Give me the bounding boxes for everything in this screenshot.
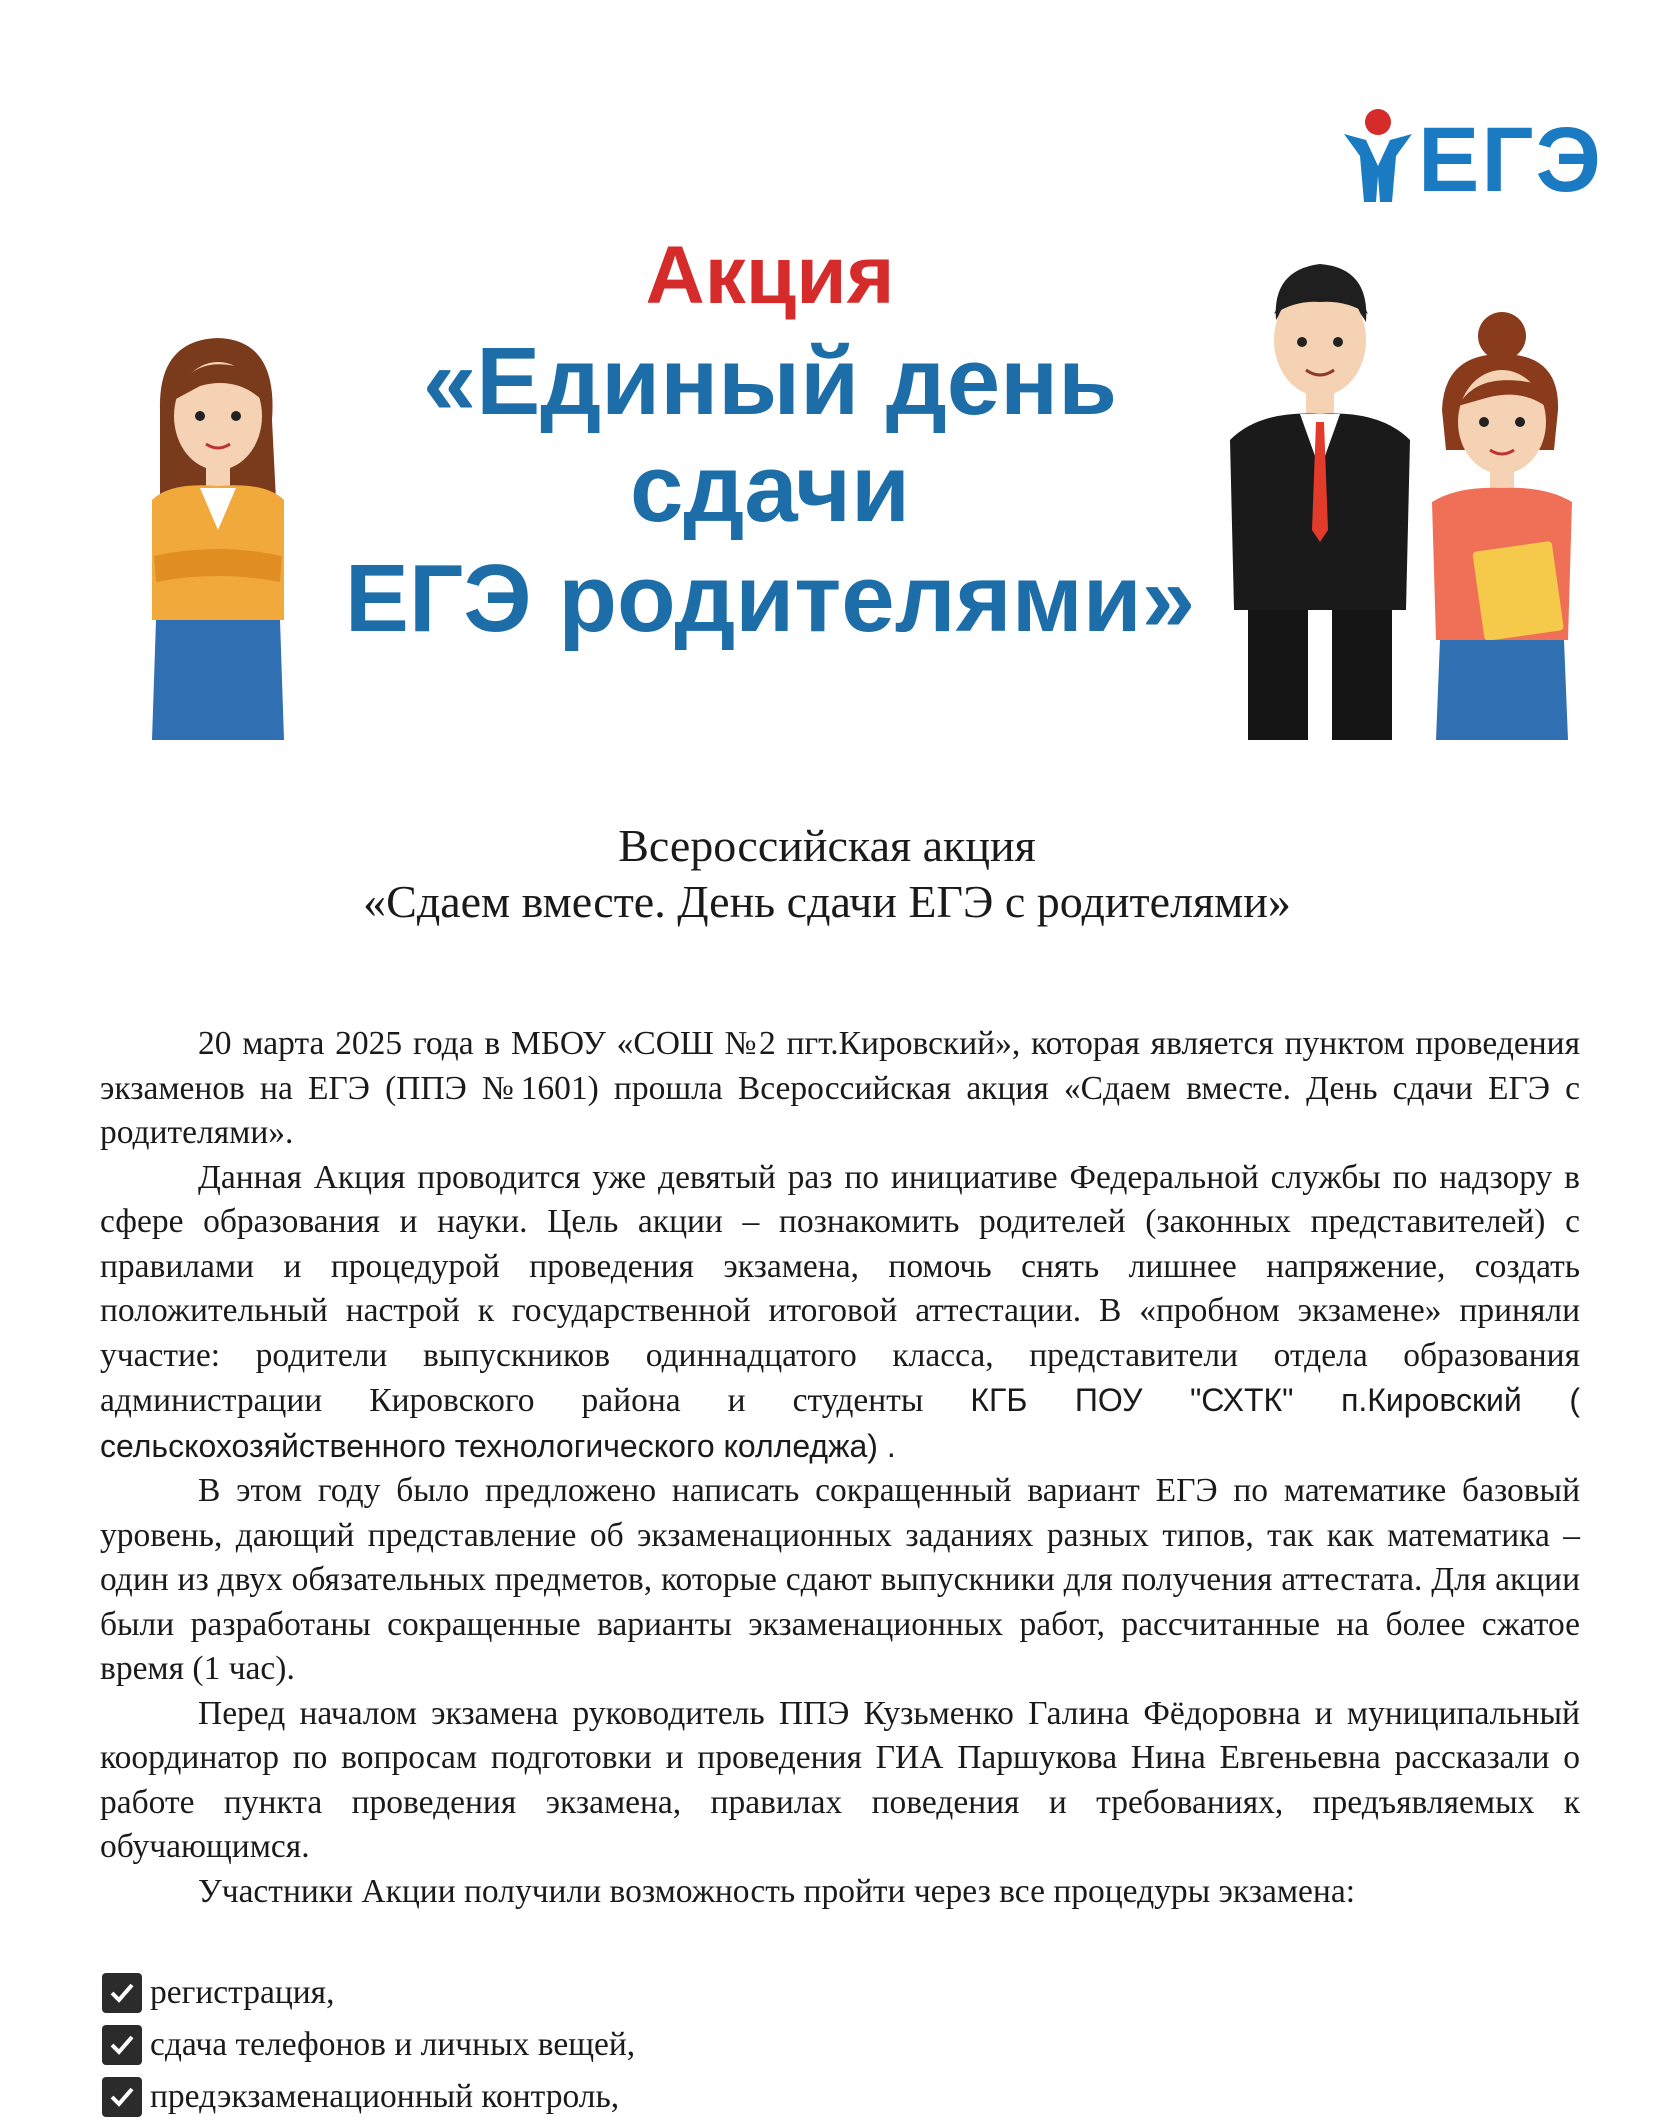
- banner-title-line1: Акция: [645, 230, 895, 321]
- paragraph-2: [100, 1156, 1580, 1470]
- ege-logo: [1338, 106, 1603, 216]
- girl-illustration-right: [1418, 310, 1578, 740]
- procedure-checklist: [102, 1967, 1502, 2123]
- ege-logo-text: ЕГЭ: [1418, 109, 1603, 211]
- paragraph-3: В этом году было предложено написать сокращенный вариант ЕГЭ по математике базовый уровень, дающий представление об экзаменационных заданиях разных типов, так как математика – один из двух обязательных предметов, которые сдают выпускники для получения аттестата. Для акции были разработаны сокращенные варианты экзаменационных работ, рассчитанные на более сжатое время (1 час).: [100, 1472, 1580, 1687]
- college-name: КГБ ПОУ "СХТК" п.Кировский ( сельскохозяйственного технологического колледжа) .: [100, 1382, 1580, 1464]
- girl-illustration-left: [140, 320, 290, 740]
- list-item-text: предэкзаменационный контроль,: [150, 2078, 620, 2115]
- list-item: [102, 2019, 1502, 2071]
- paragraph-5: Участники Акции получили возможность пройти через все процедуры экзамена:: [198, 1872, 1356, 1910]
- paragraph-1: 20 марта 2025 года в МБОУ «СОШ №2 пгт.Кировский», которая является пунктом проведения экзаменов на ЕГЭ (ППЭ №1601) прошла Всероссийская акция «Сдаем вместе. День сдачи ЕГЭ с родителями».: [100, 1025, 1580, 1151]
- list-item-text: регистрация,: [150, 1974, 335, 2011]
- list-item: [102, 2071, 1502, 2123]
- banner: [140, 100, 1603, 740]
- list-item: [102, 1967, 1502, 2019]
- banner-title-line2: «Единый день сдачи: [422, 327, 1118, 543]
- checkbox-checked-icon: [102, 2025, 142, 2065]
- page-heading: [0, 818, 1654, 930]
- list-item-text: сдача телефонов и личных вещей,: [150, 2026, 636, 2063]
- ege-person-icon: [1338, 106, 1418, 206]
- man-illustration: [1220, 250, 1420, 740]
- checkbox-checked-icon: [102, 1973, 142, 2013]
- banner-title-line3: ЕГЭ родителями»: [344, 544, 1196, 652]
- heading-line2: «Сдаем вместе. День сдачи ЕГЭ с родителями»: [363, 876, 1291, 927]
- banner-title: [340, 230, 1200, 652]
- article-body: [100, 1022, 1580, 1914]
- checkbox-checked-icon: [102, 2077, 142, 2117]
- paragraph-4: Перед началом экзамена руководитель ППЭ Кузьменко Галина Фёдоровна и муниципальный координатор по вопросам подготовки и проведения ГИА Паршукова Нина Евгеньевна рассказали о работе пункта проведения экзамена, правилах поведения и требованиях, предъявляемых к обучающимся.: [100, 1694, 1580, 1865]
- heading-line1: Всероссийская акция: [618, 820, 1036, 871]
- paragraph-2-text: Данная Акция проводится уже девятый раз по инициативе Федеральной службы по надзору в сфере образования и науки. Цель акции – познакомить родителей (законных представителей) с правилами и процедурой проведения экзамена, помочь снять лишнее напряжение, создать положительный настрой к государственной итоговой аттестации. В «пробном экзамене» приняли участие: родители выпускников одиннадцатого класса, представители отдела образования администрации Кировского района и студенты: [100, 1158, 1580, 1419]
